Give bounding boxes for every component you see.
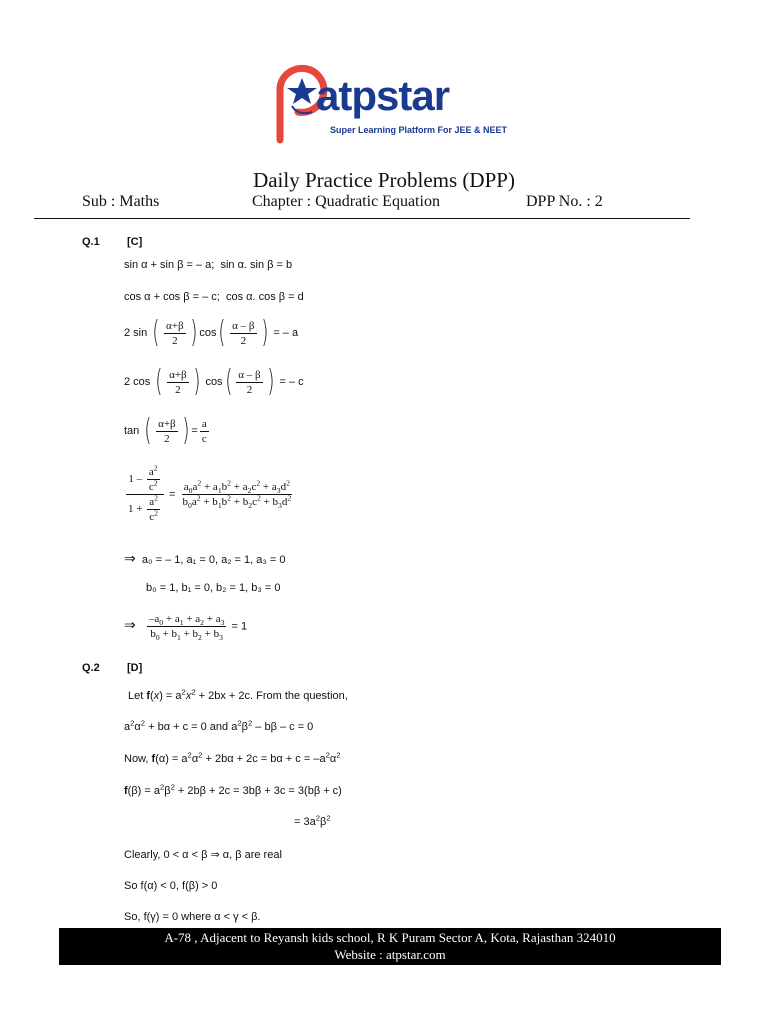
brand-name: atpstar (316, 72, 450, 119)
q2-now: Now, $f(\alpha) = a^2\alpha^2 + 2b\alpha + 2c = b\alpha + c = -a^2\alpha^2$ (124, 750, 341, 765)
subject-label: Sub : Maths (82, 193, 160, 210)
footer-website[interactable]: Website : atpstar.com (334, 947, 446, 962)
q1-label: Q.1 (82, 236, 100, 248)
q2-fbeta-result: = $3a^2\beta^2$ (294, 813, 331, 828)
q1-eq-tan: tan ( $\frac{\alpha+\beta}{2}$ ) = $\frac{a}{c}$ (124, 413, 207, 448)
page-title: Daily Practice Problems (DPP) (253, 168, 515, 192)
q1-eq-2cos: 2 cos ( $\frac{\alpha+\beta}{2}$ ) cos( $\frac{\alpha - \beta}{2}$ ) = – c (124, 364, 304, 399)
q1-line-cos: cos α + cos β = – c; cos α. cos β = d (124, 291, 304, 303)
footer-address: A-78 , Adjacent to Reyansh kids school, R K Puram Sector A, Kota, Rajasthan 324010 (164, 930, 616, 945)
header-divider (34, 218, 690, 219)
dpp-number: DPP No. : 2 (526, 193, 603, 210)
q2-fbeta: $f(\beta) = a^2\beta^2 + 2b\beta + 2c = 3b\beta + 3c = 3(b\beta + c)$ (124, 782, 342, 797)
q1-final: ⇒ $\frac{-a_0 + a_1 + a_2 + a_3}{b_0 + b_1 + b_2 + b_3}$ = 1 (124, 613, 248, 643)
q2-answer: [D] (127, 662, 143, 674)
q1-a-coeffs: ⇒ a₀ = – 1, a₁ = 0, a₂ = 1, a₃ = 0 (124, 550, 286, 566)
q2-let: Let $f(x) = a^2x^2 + 2bx + 2c$. From the question, (128, 687, 348, 702)
q1-b-coeffs: b₀ = 1, b₁ = 0, b₂ = 1, b₃ = 0 (146, 582, 281, 594)
brand-logo (268, 60, 508, 150)
footer-bar (59, 928, 721, 965)
q2-label: Q.2 (82, 662, 100, 674)
q1-eq-fraction: 1 – $\frac{a^2}{c^2}$ 1 + $\frac{a^2}{c^2}$ = $\frac{a_0a^2 + a_1b^2 + a_2c^2 + a_3d^2}{b_0a^2 + b_1b^2 + b_2c^2 + b_3d^2}$ (128, 463, 292, 523)
brand-tagline: Super Learning Platform For JEE & NEET (330, 125, 508, 135)
chapter-label: Chapter : Quadratic Equation (252, 193, 440, 210)
q1-line-sin: sin α + sin β = – a; sin α. sin β = b (124, 259, 293, 271)
q2-sign: So f(α) < 0, f(β) > 0 (124, 880, 218, 892)
q2-clearly: Clearly, 0 < α < β ⇒ α, β are real (124, 849, 282, 861)
q1-eq-2sin: 2 sin ( $\frac{\alpha+\beta}{2}$ ) cos( $\frac{\alpha - \beta}{2}$ ) = – a (124, 315, 299, 350)
q1-answer: [C] (127, 236, 143, 248)
q2-roots: $a^2\alpha^2 + b\alpha + c = 0$ and $a^2\beta^2 - b\beta - c = 0$ (124, 718, 314, 733)
q2-gamma: So, f(γ) = 0 where α < γ < β. (124, 911, 261, 923)
